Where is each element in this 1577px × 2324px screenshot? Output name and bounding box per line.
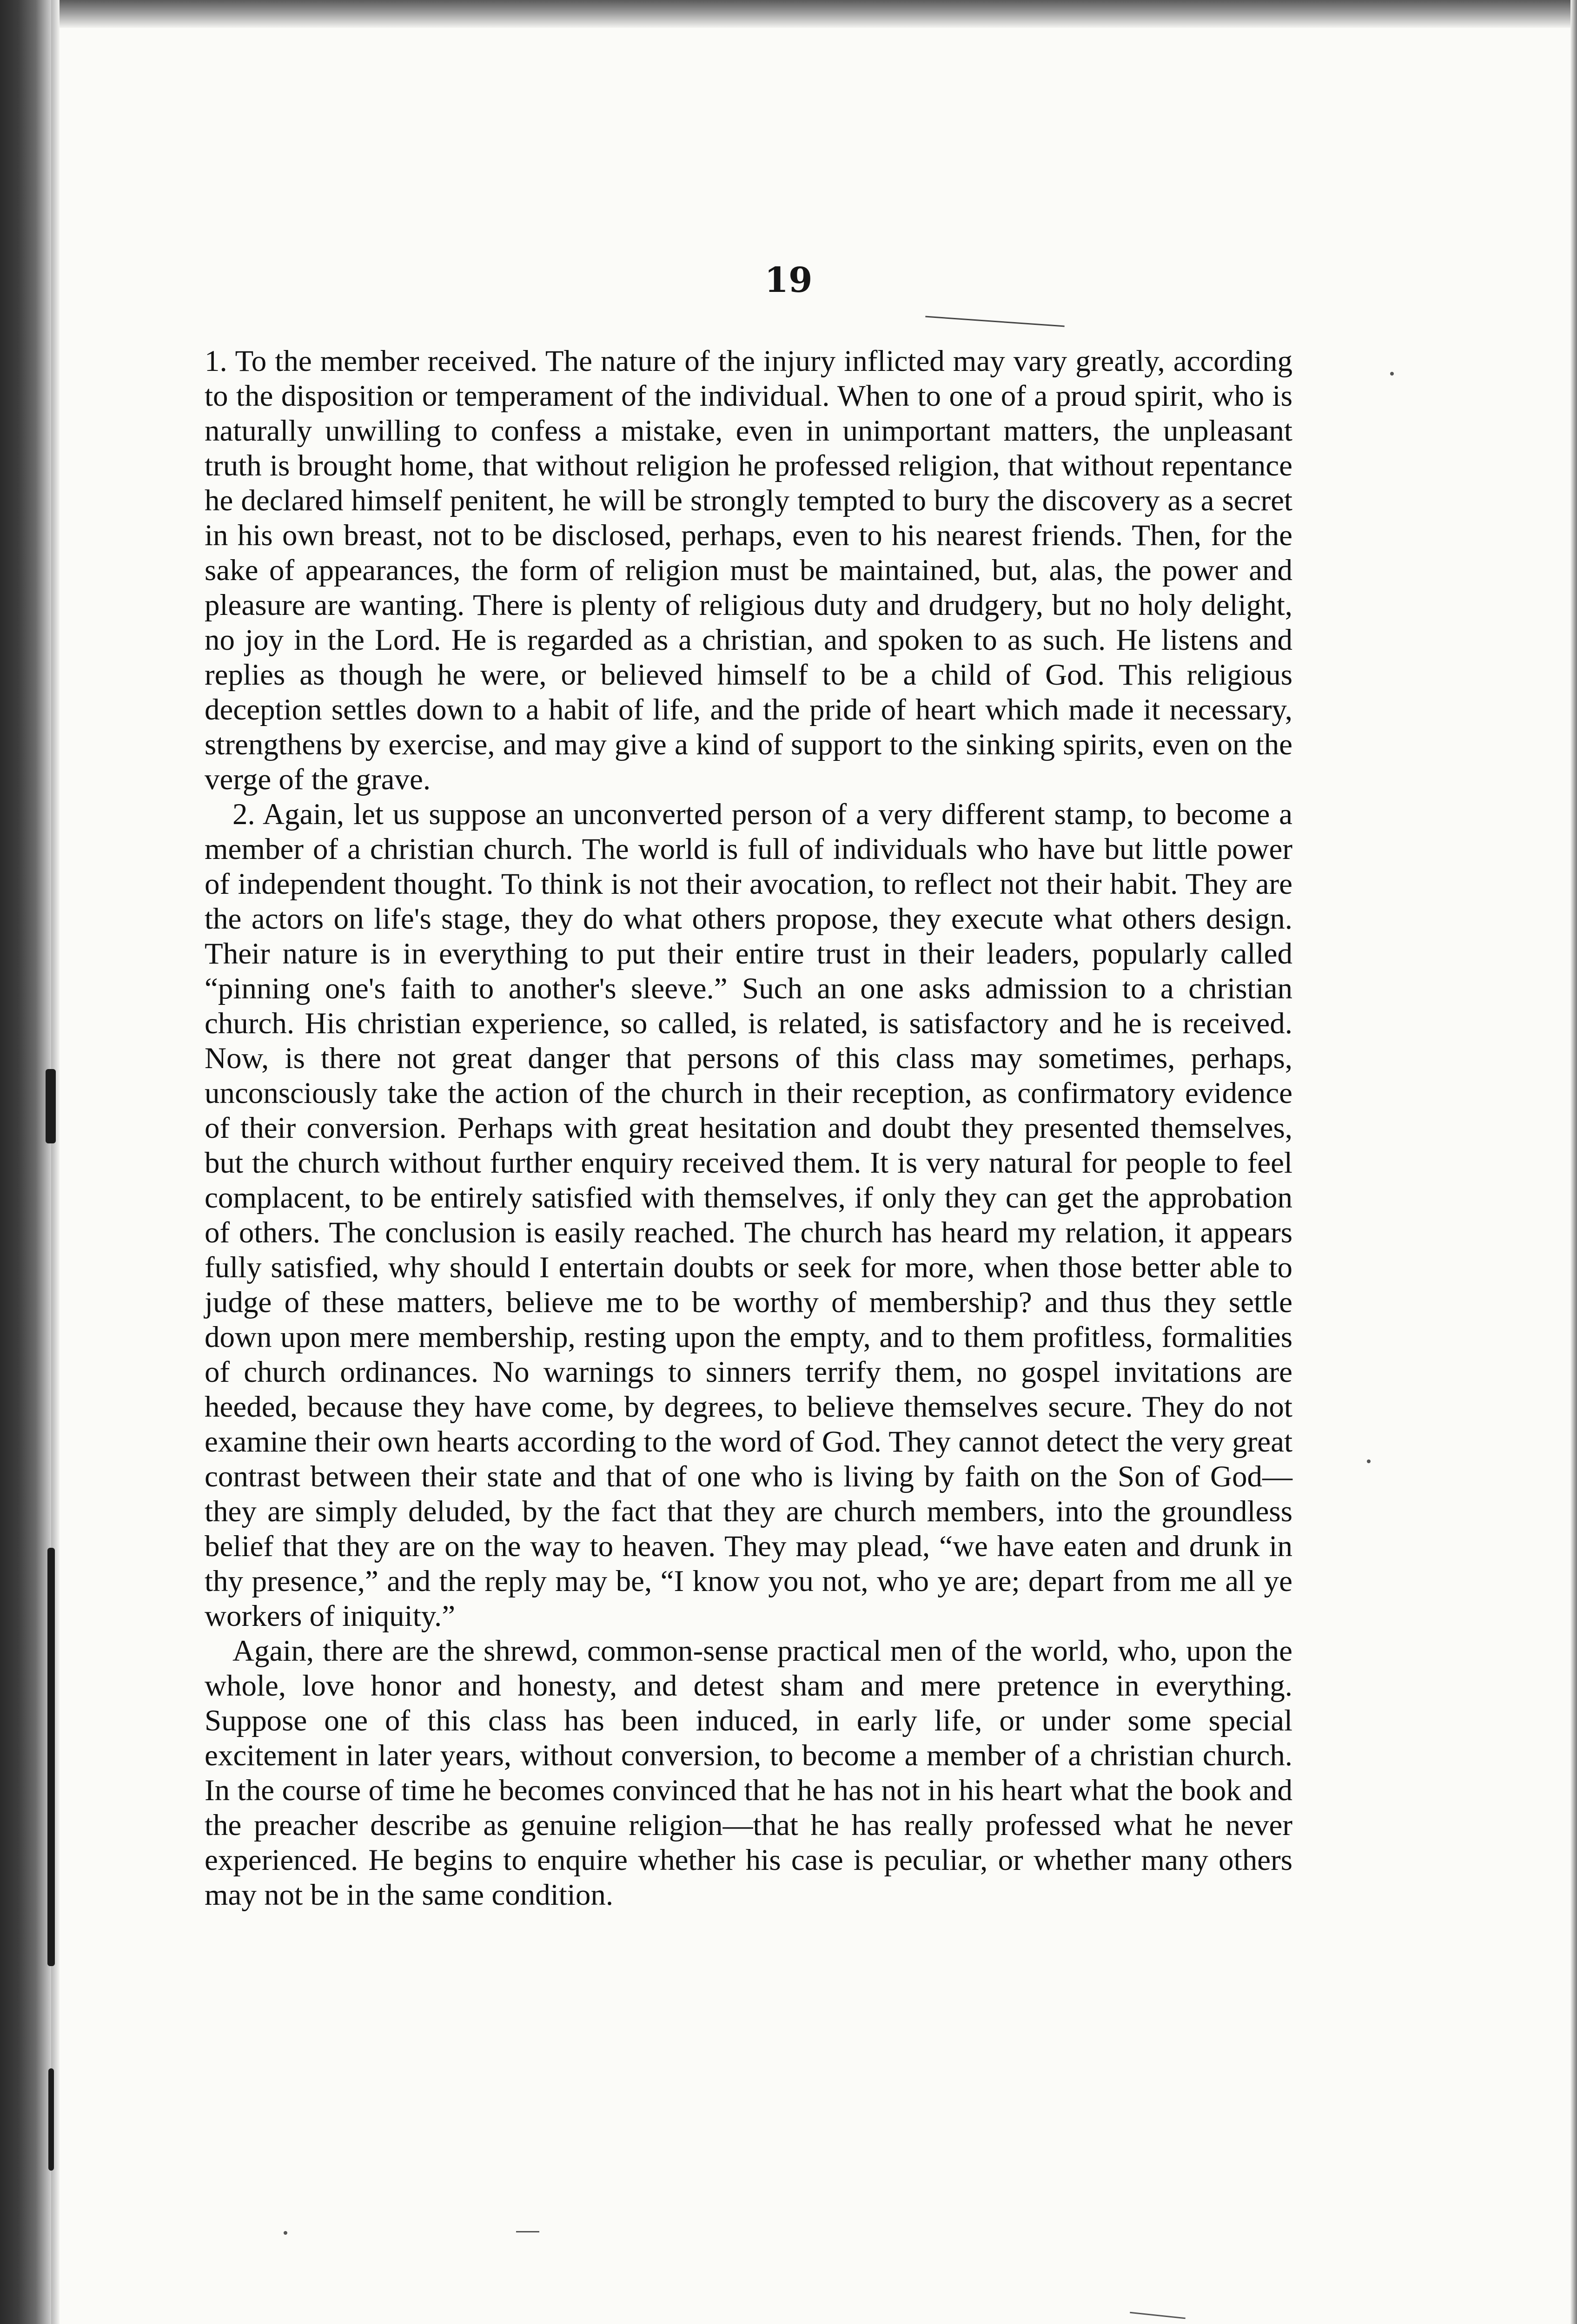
scan-left-shadow (51, 0, 60, 2324)
scan-top-edge (0, 0, 1577, 28)
binding-mark (48, 2068, 54, 2171)
scan-right-edge (1570, 0, 1577, 2324)
binding-mark (47, 1548, 55, 1966)
binding-mark (46, 1069, 56, 1143)
scan-left-edge (0, 0, 51, 2324)
page-number: 19 (764, 260, 813, 300)
paragraph-2: 2. Again, let us suppose an unconverted person of a very different stamp, to become a member of a christian church. The world is full of individuals who have but little power of independent thought. To think is not their avocation, to reflect not their habit. They are the actors on life's stage, they do what others propose, they execute what others design. Their nature is in everything to put their entire trust in their leaders, popularly called “pinning one's faith to another's sleeve.” Such an one asks admission to a christian church. His christian experience, so called, is related, is satisfactory and he is received. Now, is there not great danger that persons of this class may sometimes, perhaps, unconsciously take the action of the church in their reception, as confirmatory evidence of their conversion. Perhaps with great hesitation and doubt they presented themselves, but the church without further enquiry received them. It is very natural for people to feel complacent, to be entirely satisfied with themselves, if only they can get the approbation of others. The conclusion is easily reached. The church has heard my relation, it appears fully satisfied, why should I entertain doubts or seek for more, when those better able to judge of these matters, believe me to be worthy of membership? and thus they settle down upon mere membership, resting upon the empty, and to them profitless, formalities of church ordinances. No warnings to sinners terrify them, no gospel invitations are heeded, because they have come, by degrees, to believe themselves secure. They do not examine their own hearts according to the word of God. They cannot detect the very great contrast between their state and that of one who is living by faith on the Son of God—they are simply deluded, by the fact that they are church members, into the groundless belief that they are on the way to heaven. They may plead, “we have eaten and drunk in thy presence,” and the reply may be, “I know you not, who ye are; depart from me all ye workers of iniquity.” (205, 798, 1292, 1633)
scan-artifact (516, 2231, 539, 2232)
scan-artifact (284, 2231, 287, 2235)
header-rule (925, 316, 1064, 327)
paragraph-1: 1. To the member received. The nature of the injury inflicted may vary greatly, according to the disposition or temperament of the individual. When to one of a proud spirit, who is naturally unwilling to confess a mistake, even in unimportant matters, the unpleasant truth is brought home, that without religion he professed religion, that without repentance he declared himself penitent, he will be strongly tempted to bury the discovery as a secret in his own breast, not to be disclosed, perhaps, even to his nearest friends. Then, for the sake of appearances, the form of religion must be maintained, but, alas, the power and pleasure are wanting. There is plenty of religious duty and drudgery, but no holy delight, no joy in the Lord. He is regarded as a christian, and spoken to as such. He listens and replies as though he were, or believed himself to be a child of God. This religious deception settles down to a habit of life, and the pride of heart which made it necessary, strengthens by exercise, and may give a kind of support to the sinking spirits, even on the verge of the grave. (205, 344, 1292, 796)
paragraph-3: Again, there are the shrewd, common-sense practical men of the world, who, upon the whole, love honor and honesty, and detest sham and mere pretence in everything. Suppose one of this class has been induced, in early life, or under some special excitement in later years, without conversion, to become a member of a christian church. In the course of time he becomes convinced that he has not in his heart what the book and the preacher describe as genuine religion—that he has really professed what he never experienced. He begins to enquire whether his case is peculiar, or whether many others may not be in the same condition. (205, 1634, 1292, 1912)
scan-artifact (1130, 2312, 1186, 2319)
scan-artifact (1390, 372, 1394, 376)
body-text (205, 344, 1292, 1913)
scan-artifact (1367, 1459, 1371, 1463)
